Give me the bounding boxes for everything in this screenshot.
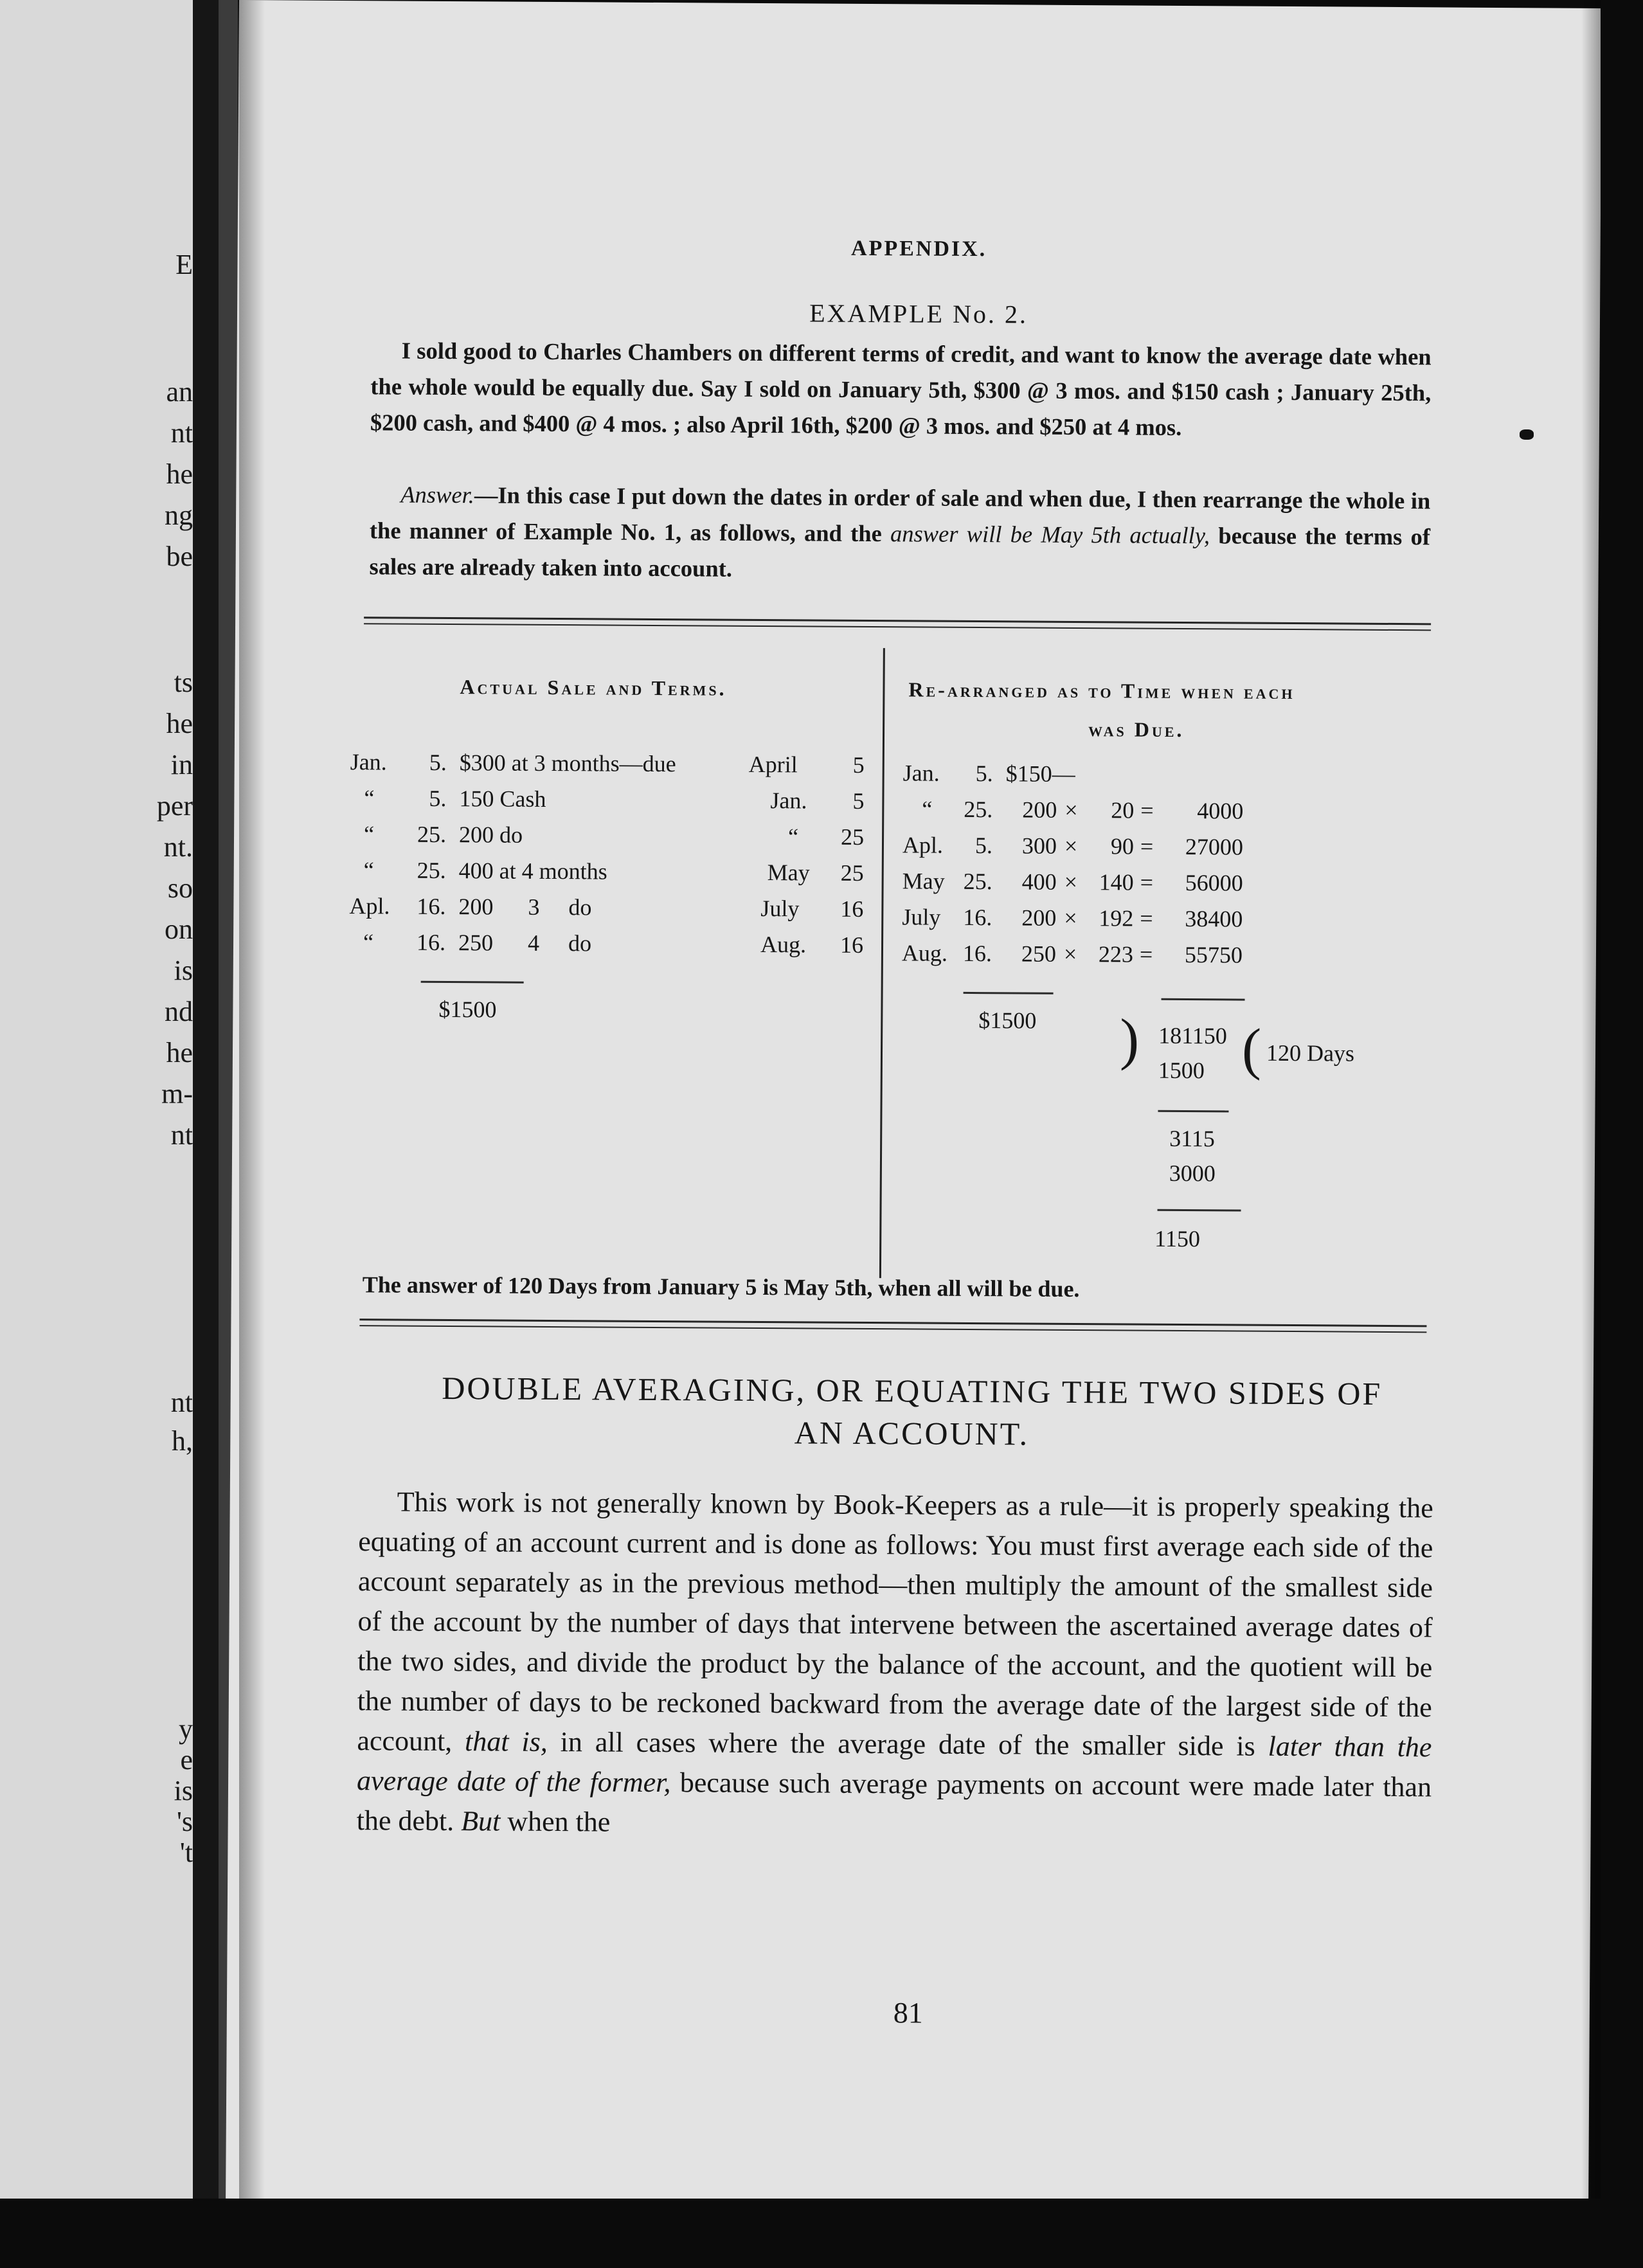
facing-page-fragment: e: [180, 1744, 193, 1776]
section-heading: [307, 1366, 1516, 1458]
running-head: APPENDIX.: [850, 236, 987, 262]
cell-day: 5.: [975, 760, 993, 787]
facing-page-fragment: 's: [176, 1806, 193, 1837]
body-text-3: because such average payments on account were made later than the debt.: [356, 1767, 1432, 1837]
facing-page-edge: [0, 0, 193, 2199]
division-rule: [1158, 1110, 1228, 1113]
cell-day: 16.: [962, 940, 992, 967]
equals-sign: =: [1140, 797, 1154, 824]
cell-due-day: 5: [852, 788, 865, 814]
cell-days: 140: [1099, 869, 1134, 896]
facing-page-fragment: ts: [174, 667, 193, 698]
page-number: 81: [893, 1996, 924, 2030]
cell-due-day: 5: [852, 752, 865, 778]
answer-line: The answer of 120 Days from January 5 is May 5th, when all will be due.: [362, 1272, 1080, 1302]
sum-rule: [1162, 998, 1245, 1001]
cell-product: 55750: [1184, 942, 1243, 968]
cell-sale: 400 at 4 months: [458, 858, 607, 885]
cell-due-month: “: [787, 824, 799, 850]
facing-page-fragment: m-: [161, 1078, 193, 1110]
facing-page-fragment: nt: [170, 1119, 193, 1151]
equals-sign: =: [1140, 869, 1154, 896]
cell-product: 27000: [1185, 834, 1244, 860]
cell-month: “: [364, 785, 375, 811]
facing-page-fragment: h,: [172, 1425, 193, 1457]
scan-border-right: [1601, 0, 1643, 2268]
example-title: EXAMPLE No. 2.: [809, 298, 1028, 329]
facing-page-fragment: so: [167, 872, 193, 904]
division-step-2: 3000: [1169, 1160, 1216, 1187]
facing-page-fragment: nt.: [163, 831, 193, 863]
cell-sale: 200 do: [458, 822, 523, 848]
facing-page-fragment: 't: [179, 1837, 193, 1868]
facing-page-fragment: he: [166, 708, 193, 739]
equals-sign: =: [1140, 905, 1153, 932]
spine-shadow: [239, 0, 265, 2199]
answer-paragraph: [369, 476, 1430, 591]
cell-due-month: April: [748, 751, 798, 778]
cell-day: 5.: [429, 785, 447, 811]
cell-amount: 250: [1021, 941, 1057, 967]
intro-text: I sold good to Charles Chambers on different terms of credit, and want to know the average date when the whole would be equally due. Say I sold on January 5th, $300 @ 3 mos. and $150 cash ; January 25th, $200 cash, and $400 @ 4 mos. ; also April 16th, $200 @ 3 mos. and $250 at 4 mos.: [370, 337, 1432, 440]
cell-day: 25.: [964, 796, 993, 823]
cell-due-day: 16: [839, 932, 864, 958]
facing-page-fragment: per: [156, 790, 193, 822]
cell-day: 16.: [963, 904, 992, 931]
facing-page-fragment: nd: [165, 996, 193, 1027]
division-divisor: 1500: [1158, 1057, 1205, 1084]
cell-day: 25.: [417, 821, 447, 847]
answer-italic: answer will be May 5th actually,: [890, 520, 1210, 549]
cell-due-day: 16: [840, 896, 864, 922]
cell-product: 4000: [1197, 798, 1244, 824]
cell-days: 20: [1111, 797, 1135, 824]
column-divider: [879, 648, 885, 1278]
times-sign: ×: [1064, 905, 1077, 931]
section-heading-line-2: AN ACCOUNT.: [794, 1414, 1030, 1452]
intro-paragraph: [370, 332, 1432, 447]
facing-page-fragment: he: [166, 458, 193, 490]
division-rule: [1158, 1209, 1241, 1212]
times-sign: ×: [1063, 941, 1077, 967]
left-table: [349, 744, 865, 1023]
scan-speck: [1520, 429, 1534, 440]
answer-text-b: because the terms of sales are already taken into account.: [369, 522, 1431, 582]
cell-sale: $300 at 3 months—due: [459, 750, 676, 777]
division-step-1: 3115: [1169, 1125, 1216, 1152]
cell-product: 38400: [1185, 906, 1243, 932]
cell-month: Aug.: [901, 940, 948, 966]
facing-page-fragment: is: [174, 1775, 193, 1806]
book-page: [226, 0, 1602, 2207]
cell-month: “: [363, 821, 375, 847]
equals-sign: =: [1139, 941, 1153, 968]
cell-day: 16.: [417, 893, 446, 919]
cell-day: 25.: [963, 868, 992, 895]
cell-days: 90: [1110, 833, 1135, 860]
cell-due-month: Jan.: [770, 788, 807, 814]
right-table-heading: Re-arranged as to Time when each: [908, 678, 1295, 704]
cell-sale: 250 4 do: [458, 930, 592, 957]
cell-month: Jan.: [350, 749, 387, 775]
facing-page-fragment: on: [165, 914, 193, 945]
cell-month: “: [363, 929, 374, 955]
cell-product: 56000: [1185, 870, 1243, 896]
section-heading-line-1: DOUBLE AVERAGING, OR EQUATING THE TWO SIDES OF: [442, 1369, 1383, 1412]
facing-page-fragment: he: [166, 1037, 193, 1068]
total-rule: [421, 981, 524, 984]
cell-sale: 150 Cash: [459, 786, 546, 812]
body-italic-3: But: [461, 1805, 501, 1837]
facing-page-fragment: nt: [170, 1387, 193, 1418]
left-table-total: $1500: [438, 996, 497, 1023]
right-table-total: $1500: [978, 1007, 1037, 1034]
cell-amount: 300: [1021, 833, 1057, 859]
cell-day: 5.: [429, 749, 447, 775]
facing-page-fragment: y: [179, 1713, 193, 1745]
cell-amount: 200: [1021, 905, 1057, 931]
cell-days: 192: [1099, 905, 1134, 932]
division-remainder: 1150: [1154, 1225, 1201, 1252]
cell-month: “: [363, 857, 374, 883]
body-italic-1: that is,: [464, 1725, 548, 1758]
answer-label: Answer.: [400, 481, 475, 509]
cell-due-day: 25: [840, 824, 865, 850]
cell-due-month: Aug.: [760, 931, 807, 958]
cell-days: 223: [1098, 941, 1134, 968]
scan-border-bottom: [0, 2199, 1643, 2268]
cell-day: 5.: [974, 833, 993, 859]
facing-page-fragment: an: [166, 376, 193, 408]
cell-amount: 400: [1021, 869, 1057, 895]
page-edge-shadow: [1581, 0, 1602, 2199]
double-rule-bottom-inner: [359, 1325, 1426, 1333]
cell-month: Apl.: [902, 832, 944, 858]
division-bracket-right: (: [1241, 1017, 1262, 1081]
answer-text-a: —In this case I put down the dates in order of sale and when due, I then rearrange the whole in the manner of Example No. 1, as follows, and the: [369, 482, 1431, 547]
cell-month: May: [902, 868, 945, 894]
cell-due-month: May: [767, 860, 810, 886]
times-sign: ×: [1064, 797, 1078, 823]
division-quotient: 120 Days: [1266, 1040, 1355, 1066]
cell-month: “: [922, 796, 933, 822]
cell-due-day: 25: [840, 860, 864, 886]
body-text-1: This work is not generally known by Book-Keepers as a rule—it is properly speaking the equating of an account current and is done as follows: You must first average each side of the account separately as in the previous method—then multiply the amount of the smallest side of the account by the number of days that intervene between the ascertained average dates of the two sides, and divide the product by the balance of the account, and the quotient will be the number of days to be reckoned backward from the average date of the largest side of the account,: [357, 1486, 1433, 1758]
body-paragraph: [357, 1482, 1433, 1847]
facing-page-fragment: nt: [170, 417, 193, 449]
cell-sale: 200 3 do: [458, 894, 592, 921]
times-sign: ×: [1064, 869, 1078, 895]
cell-amount: $150—: [1005, 760, 1075, 787]
cell-month: July: [902, 904, 941, 930]
facing-page-fragment: E: [175, 249, 193, 280]
body-text-4: when the: [500, 1805, 611, 1838]
facing-page-fragment: in: [170, 749, 193, 780]
right-table: [901, 755, 1430, 1252]
total-rule: [964, 992, 1054, 995]
division-dividend: 181150: [1158, 1022, 1227, 1049]
facing-page-fragment: be: [166, 541, 193, 572]
cell-amount: 200: [1022, 797, 1057, 823]
cell-month: Apl.: [349, 893, 390, 919]
facing-page-fragment: is: [174, 955, 193, 986]
cell-due-month: July: [760, 895, 800, 922]
body-text-2: in all cases where the average date of the smaller side is: [547, 1725, 1268, 1762]
cell-day: 16.: [416, 929, 446, 955]
body-italic-2: later than the average date of the former,: [356, 1730, 1432, 1799]
facing-page-fragment: ng: [165, 500, 193, 531]
double-rule-top-inner: [364, 623, 1431, 631]
left-table-heading: Actual Sale and Terms.: [460, 675, 727, 700]
division-bracket-left: ): [1119, 1007, 1140, 1072]
cell-month: Jan.: [902, 760, 940, 786]
times-sign: ×: [1064, 833, 1078, 859]
cell-day: 25.: [417, 857, 446, 883]
right-table-heading-2: was Due.: [1088, 717, 1185, 742]
equals-sign: =: [1140, 833, 1154, 860]
